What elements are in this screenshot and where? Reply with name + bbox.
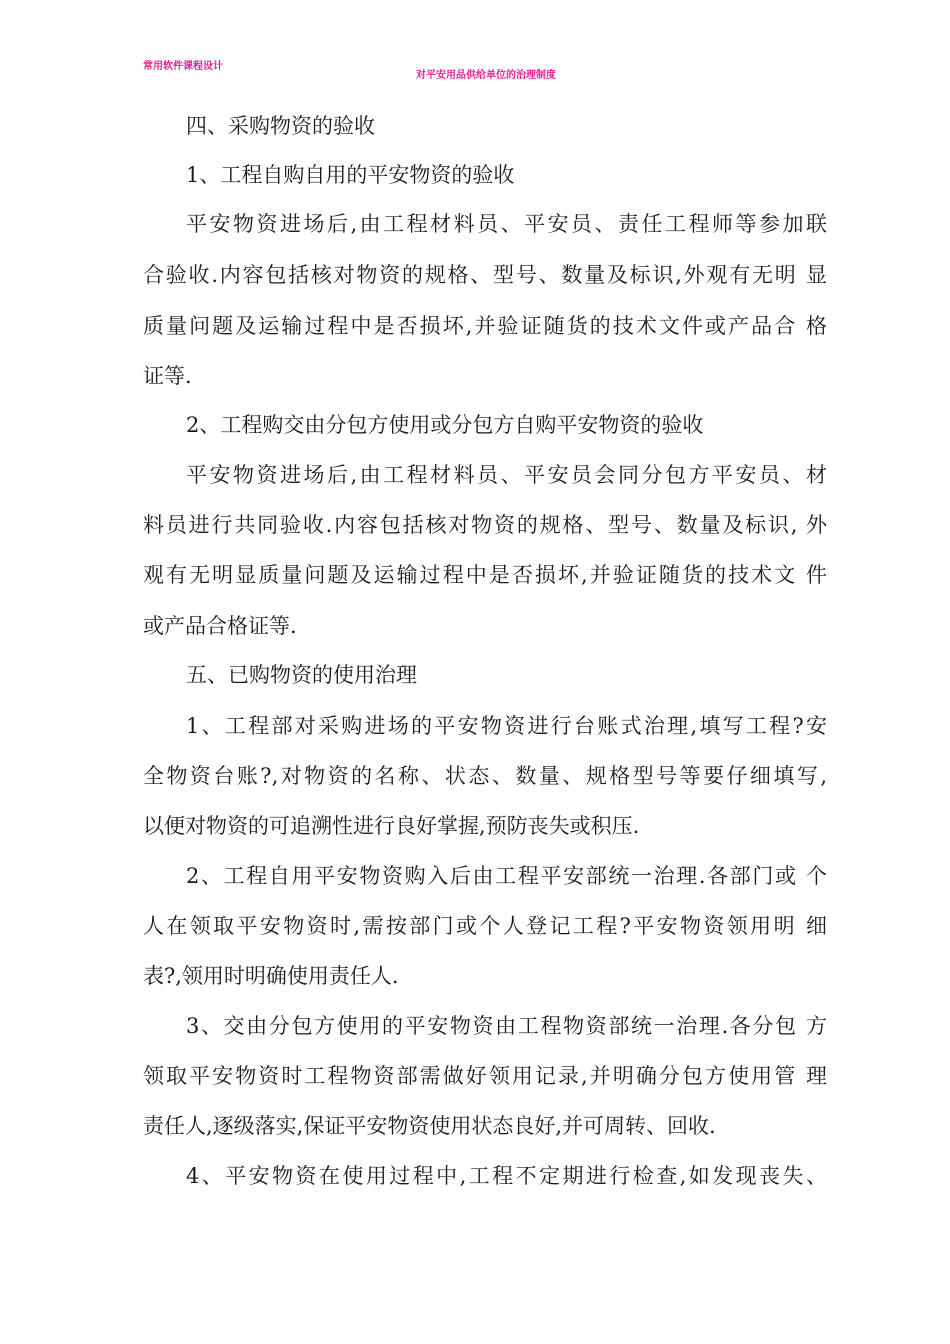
paragraph-line: 领取平安物资时工程物资部需做好领用记录,并明确分包方使用管 理: [143, 1064, 827, 1088]
paragraph-line: 全物资台账?,对物资的名称、状态、数量、规格型号等要仔细填写,: [143, 764, 827, 788]
paragraph-line: 责任人,逐级落实,保证平安物资使用状态良好,并可周转、回收.: [143, 1114, 716, 1138]
subsection-heading: 1、工程自购自用的平安物资的验收: [186, 163, 515, 187]
section-heading: 四、采购物资的验收: [186, 114, 375, 138]
paragraph-line: 人在领取平安物资时,需按部门或个人登记工程?平安物资领用明 细: [143, 914, 827, 938]
paragraph-line: 合验收.内容包括核对物资的规格、型号、数量及标识,外观有无明 显: [143, 263, 827, 287]
paragraph-line: 1、工程部对采购进场的平安物资进行台账式治理,填写工程?安: [186, 714, 827, 738]
paragraph-line: 料员进行共同验收.内容包括核对物资的规格、型号、数量及标识, 外: [143, 513, 827, 537]
paragraph-line: 质量问题及运输过程中是否损坏,并验证随货的技术文件或产品合 格: [143, 314, 827, 338]
running-header-title: 对平安用品供给单位的治理制度: [416, 70, 556, 81]
section-heading: 五、已购物资的使用治理: [186, 663, 417, 687]
paragraph-line: 或产品合格证等.: [143, 614, 297, 638]
paragraph-line: 平安物资进场后,由工程材料员、平安员会同分包方平安员、材: [186, 463, 827, 487]
running-header-left: 常用软件课程设计: [143, 61, 223, 72]
paragraph-line: 2、工程自用平安物资购入后由工程平安部统一治理.各部门或 个: [186, 864, 827, 888]
paragraph-line: 证等.: [143, 364, 192, 388]
paragraph-line: 3、交由分包方使用的平安物资由工程物资部统一治理.各分包 方: [186, 1014, 827, 1038]
paragraph-line: 表?,领用时明确使用责任人.: [143, 964, 399, 988]
paragraph-line: 4、平安物资在使用过程中,工程不定期进行检查,如发现丧失、: [186, 1164, 827, 1188]
paragraph-line: 观有无明显质量问题及运输过程中是否损坏,并验证随货的技术文 件: [143, 563, 827, 587]
subsection-heading: 2、工程购交由分包方使用或分包方自购平安物资的验收: [186, 413, 704, 437]
paragraph-line: 以便对物资的可追溯性进行良好掌握,预防丧失或积压.: [143, 814, 640, 838]
paragraph-line: 平安物资进场后,由工程材料员、平安员、责任工程师等参加联: [186, 212, 827, 236]
